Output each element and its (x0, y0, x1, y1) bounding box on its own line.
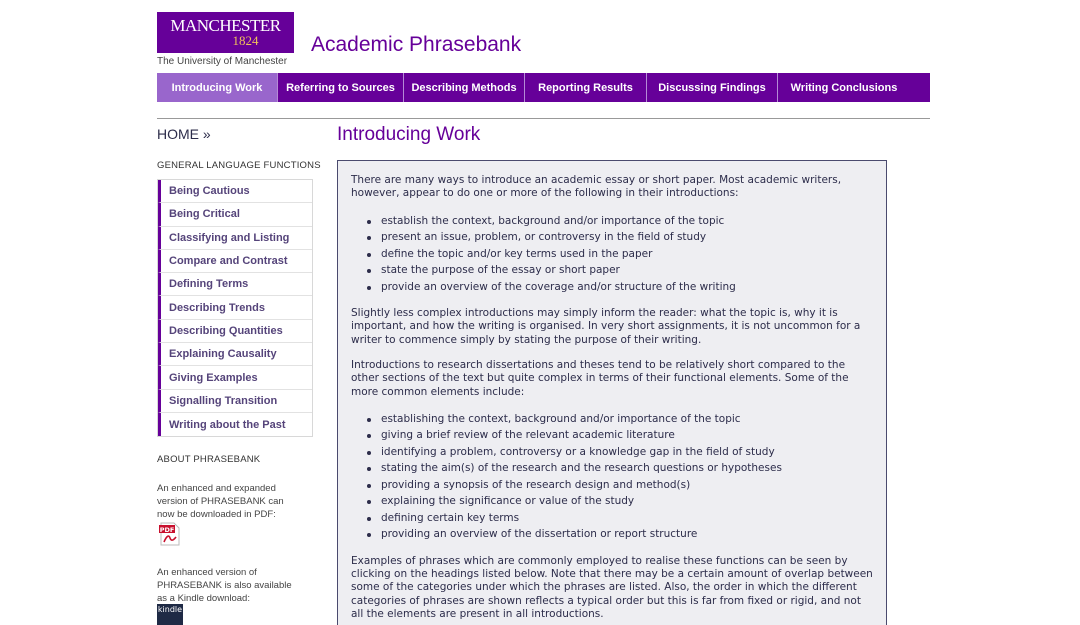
sidebar-item-writing-about-the-past[interactable]: Writing about the Past (158, 413, 312, 436)
pdf-download-text: An enhanced and expanded version of PHRASEBANK can now be downloaded in PDF: (157, 483, 284, 520)
logo-name: MANCHESTER (170, 16, 281, 35)
list-item: explaining the significance or value of the study (367, 493, 873, 510)
sidebar-item-signalling-transition[interactable]: Signalling Transition (158, 390, 312, 413)
nav-writing-conclusions[interactable]: Writing Conclusions (790, 81, 898, 94)
header-divider (157, 118, 930, 119)
logo-box (157, 12, 294, 53)
about-phrasebank-heading: ABOUT PHRASEBANK (157, 454, 261, 465)
sidebar-menu (157, 179, 313, 437)
kindle-icon[interactable] (157, 604, 183, 625)
intro-paragraph: There are many ways to introduce an academic essay or short paper. Most academic writers, however, appear to do one or more of the following in their introductions: (351, 174, 842, 200)
essay-elements-list (367, 213, 873, 296)
list-item: providing a synopsis of the research design and method(s) (367, 477, 873, 494)
list-item: establishing the context, background and/or importance of the topic (367, 411, 873, 428)
home-link[interactable]: HOME » (157, 126, 211, 142)
sidebar-item-defining-terms[interactable]: Defining Terms (158, 273, 312, 296)
nav-discussing-findings[interactable]: Discussing Findings (647, 73, 778, 102)
sidebar-item-describing-trends[interactable]: Describing Trends (158, 296, 312, 319)
logo-subtitle: The University of Manchester (157, 56, 288, 67)
sidebar-item-being-cautious[interactable]: Being Cautious (158, 180, 312, 203)
nav-reporting-results[interactable]: Reporting Results (525, 73, 647, 102)
list-item: present an issue, problem, or controversy in the field of study (367, 229, 873, 246)
page-title: Introducing Work (337, 124, 481, 145)
dissertation-paragraph: Introductions to research dissertations and theses tend to be relatively short compared to the other sections of the text but quite complex in terms of their functional elements. Some of the more common elements include: (351, 358, 849, 398)
site-title[interactable]: Academic Phrasebank (311, 33, 522, 56)
list-item: define the topic and/or key terms used in the paper (367, 246, 873, 263)
list-item: stating the aim(s) of the research and the research questions or hypotheses (367, 460, 873, 477)
general-functions-heading: GENERAL LANGUAGE FUNCTIONS (157, 160, 321, 171)
examples-paragraph: Examples of phrases which are commonly employed to realise these functions can be seen by clicking on the headings listed below. Note that there may be a certain amount of overlap between some of the categories under which the phrases are listed. Also, the order in which the different categories of phrases are shown reflects a typical order but this is far from fixed or rigid, and not all the elements are present in all introductions. (351, 554, 873, 621)
logo-year: 1824 (232, 33, 259, 48)
dissertation-elements-list (367, 411, 873, 543)
sidebar-item-describing-quantities[interactable]: Describing Quantities (158, 320, 312, 343)
list-item: state the purpose of the essay or short paper (367, 262, 873, 279)
nav-describing-methods[interactable]: Describing Methods (404, 73, 525, 102)
list-item: provide an overview of the coverage and/or structure of the writing (367, 279, 873, 296)
list-item: providing an overview of the dissertation or report structure (367, 526, 873, 543)
list-item: identifying a problem, controversy or a knowledge gap in the field of study (367, 444, 873, 461)
list-item: establish the context, background and/or importance of the topic (367, 213, 873, 230)
pdf-icon-label: PDF (159, 526, 175, 534)
sidebar-item-being-critical[interactable]: Being Critical (158, 203, 312, 226)
kindle-download-text: An enhanced version of PHRASEBANK is also available as a Kindle download: (157, 567, 292, 604)
content-panel (337, 160, 887, 625)
nav-referring-to-sources[interactable]: Referring to Sources (278, 73, 404, 102)
main-nav (157, 73, 930, 102)
sidebar-item-explaining-causality[interactable]: Explaining Causality (158, 343, 312, 366)
less-complex-paragraph: Slightly less complex introductions may simply inform the reader: what the topic is, why it is important, and how the writing is organised. In very short assignments, it is not uncommon for a writer to commence simply by stating the purpose of their writing. (351, 307, 861, 346)
list-item: defining certain key terms (367, 510, 873, 527)
sidebar-item-classifying-and-listing[interactable]: Classifying and Listing (158, 227, 312, 250)
university-logo[interactable] (157, 12, 294, 67)
kindle-icon-label: kindle (157, 605, 183, 614)
pdf-icon[interactable] (158, 522, 182, 546)
list-item: giving a brief review of the relevant academic literature (367, 427, 873, 444)
nav-introducing-work[interactable]: Introducing Work (157, 73, 278, 102)
sidebar-item-giving-examples[interactable]: Giving Examples (158, 366, 312, 389)
sidebar-item-compare-and-contrast[interactable]: Compare and Contrast (158, 250, 312, 273)
